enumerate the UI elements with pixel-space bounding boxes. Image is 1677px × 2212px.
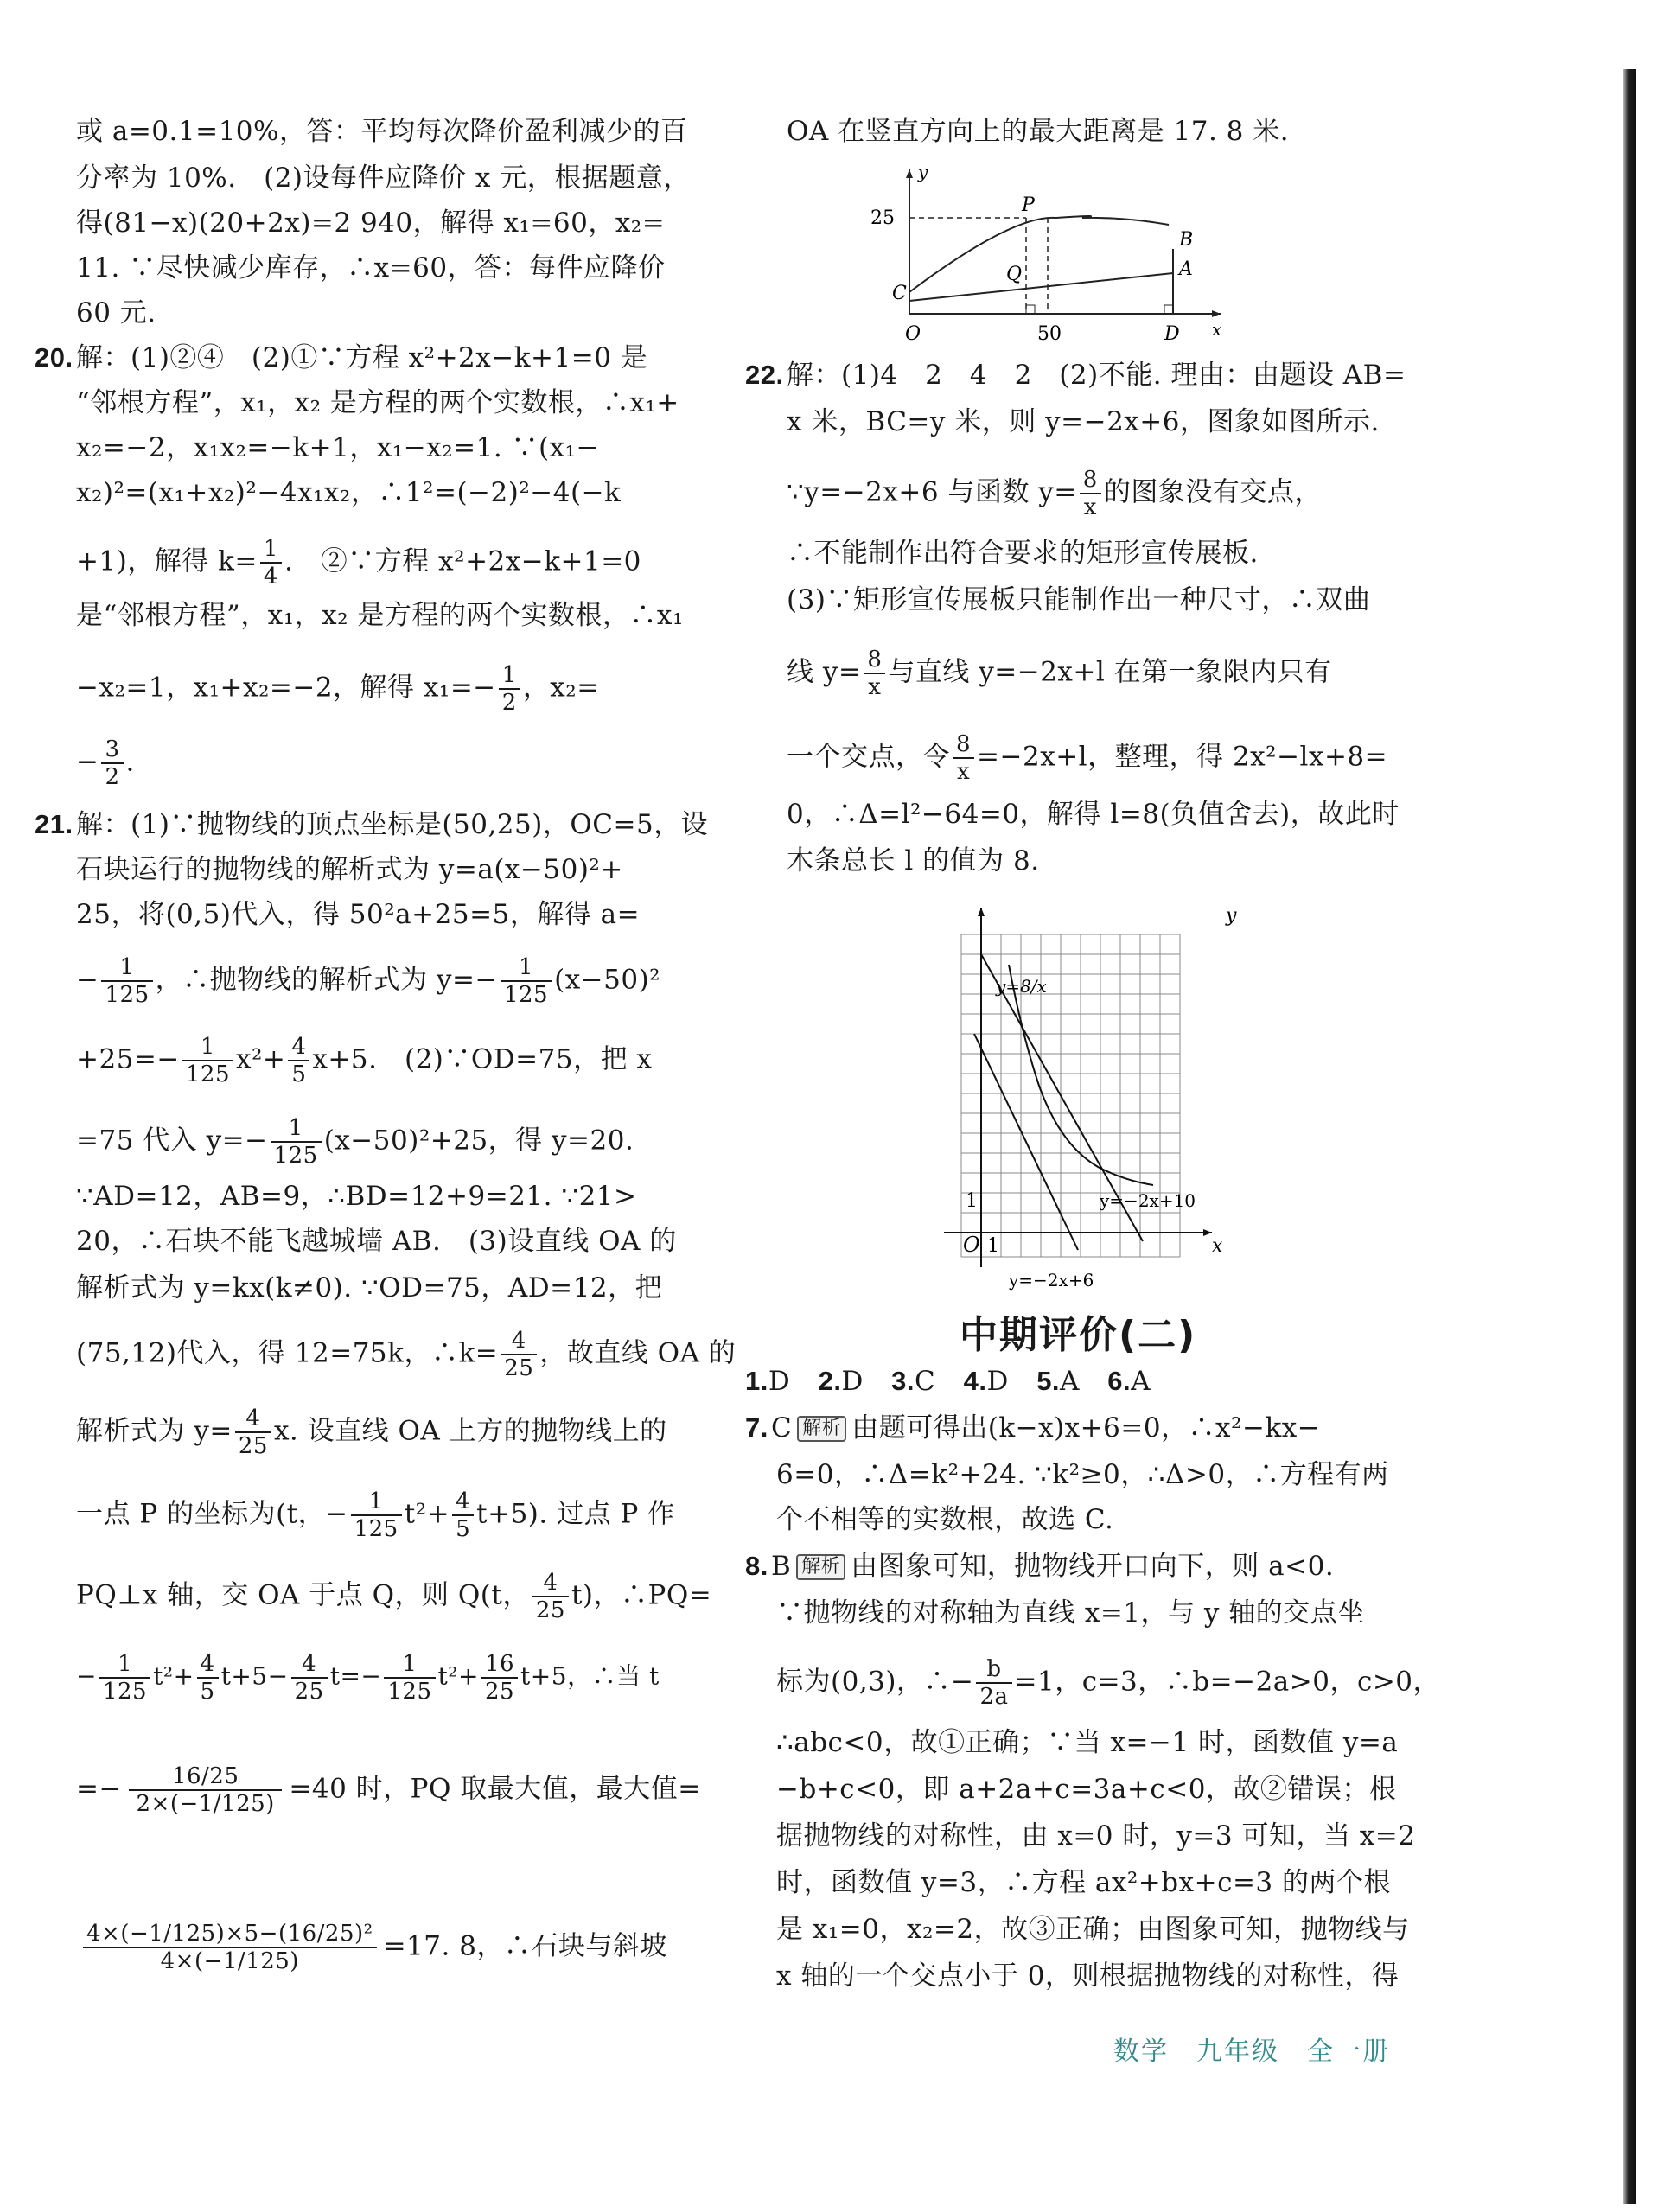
text-line: ∴不能制作出符合要求的矩形宣传展板. xyxy=(787,538,1259,569)
text-line: +25=− $\frac{1}{125}$ x²+ $\frac{4}{5}$ x+5. (2)∵OD=75，把 x xyxy=(76,1034,653,1087)
text-line: “邻根方程”，x₁，x₂ 是方程的两个实数根，∴x₁+ xyxy=(76,387,679,418)
text-line: ∵AD=12，AB=9，∴BD=12+9=21. ∵21> xyxy=(76,1181,637,1212)
text-line: x₂)²=(x₁+x₂)²−4x₁x₂，∴1²=(−2)²−4(−k xyxy=(76,477,622,508)
text-line: 木条总长 l 的值为 8. xyxy=(787,845,1040,877)
text-line: −b+c<0，即 a+2a+c=3a+c<0，故②错误；根 xyxy=(776,1774,1397,1805)
question-number: 22. xyxy=(745,360,784,390)
question-number: 21. xyxy=(35,809,73,839)
curve-label: y=−2x+6 xyxy=(1009,1270,1094,1291)
text-line: 分率为 10%. (2)设每件应降价 x 元，根据题意， xyxy=(76,163,691,194)
text-line: x₂=−2，x₁x₂=−k+1，x₁−x₂=1. ∵(x₁− xyxy=(76,432,600,463)
text-line: 解析式为 y= $\frac{4}{25}$ x. 设直线 OA 上方的抛物线上的 xyxy=(76,1406,667,1459)
axis-label: x xyxy=(1212,1235,1223,1257)
footer-subject: 数学 xyxy=(1113,2037,1169,2067)
text-line: =75 代入 y=− $\frac{1}{125}$ (x−50)²+25，得 y=20. xyxy=(76,1115,634,1169)
point-label: B xyxy=(1179,229,1194,251)
text-line: 或 a=0.1=10%，答：平均每次降价盈利减少的百 xyxy=(76,116,688,147)
x-axis-arrow xyxy=(1203,1229,1212,1236)
text-line: 一个交点，令 $\frac{8}{x}$ =−2x+l，整理，得 2x²−lx+8= xyxy=(787,731,1388,785)
text-line: x 米，BC=y 米，则 y=−2x+6，图象如图所示. xyxy=(787,406,1380,437)
footer-volume: 全一册 xyxy=(1307,2037,1390,2067)
right-angle-mark xyxy=(1164,305,1173,314)
axis-label: y xyxy=(918,163,928,182)
text-line: OA 在竖直方向上的最大距离是 17. 8 米. xyxy=(787,116,1290,147)
question-number: 20. xyxy=(35,342,73,373)
question-number: 8. xyxy=(745,1551,768,1581)
axis-label: x xyxy=(1212,319,1222,340)
text-line: 据抛物线的对称性，由 x=0 时，y=3 可知，当 x=2 xyxy=(776,1820,1416,1852)
text-line: 是 x₁=0，x₂=2，故③正确；由图象可知，抛物线与 xyxy=(776,1914,1410,1945)
text-line: 解：(1)4 2 4 2 (2)不能. 理由：由题设 AB= xyxy=(787,360,1406,391)
point-label: C xyxy=(892,283,907,304)
point-label: A xyxy=(1179,258,1193,280)
text-line: 6=0，∴Δ=k²+24. ∵k²≥0，∴Δ>0，∴方程有两 xyxy=(776,1459,1389,1490)
text-line: 解：(1)②④ (2)①∵方程 x²+2x−k+1=0 是 xyxy=(76,342,648,373)
analysis-tag: 解析 xyxy=(797,1416,846,1442)
line-oa xyxy=(909,273,1173,301)
text-line: 60 元. xyxy=(76,297,156,328)
curve-label: y=8/x xyxy=(996,976,1047,997)
point-label: Q xyxy=(1006,264,1023,285)
text-line: 个不相等的实数根，故选 C. xyxy=(776,1504,1114,1535)
text-line: C 解析 由题可得出(k−x)x+6=0，∴x²−kx− xyxy=(771,1412,1321,1444)
right-angle-mark xyxy=(1026,305,1035,314)
text-line: 一点 P 的坐标为(t，− $\frac{1}{125}$ t²+ $\frac{4}{5}$ t+5). 过点 P 作 xyxy=(76,1488,675,1542)
text-line: − $\frac{3}{2}$ . xyxy=(76,736,135,790)
parabola-figure xyxy=(866,163,1229,353)
mc-answers: 1.D 2.D 3.C 4.D 5.A 6.A xyxy=(745,1366,1151,1397)
question-number: 7. xyxy=(745,1412,768,1443)
text-line: B 解析 由图象可知，抛物线开口向下，则 a<0. xyxy=(771,1551,1335,1582)
analysis-tag: 解析 xyxy=(796,1554,845,1580)
text-line: 石块运行的抛物线的解析式为 y=a(x−50)²+ xyxy=(76,854,623,885)
hyperbola-figure xyxy=(927,896,1238,1293)
section-heading: 中期评价(二) xyxy=(960,1313,1197,1357)
point-label: O xyxy=(905,323,921,345)
text-line: 时，函数值 y=3，∴方程 ax²+bx+c=3 的两个根 xyxy=(776,1867,1391,1898)
text-line: $\frac{\text{4×(−1/125)×5−(16/25)²}}{4\times(-1/125)}$ =17. 8，∴石块与斜坡 xyxy=(76,1921,667,1974)
text-line: 25，将(0,5)代入，得 50²a+25=5，解得 a= xyxy=(76,899,641,930)
text-line: =− $\frac{16/25}{2\times(-1/125)}$ =40 时，PQ 取最大值，最大值= xyxy=(76,1763,701,1817)
page-edge-shadow xyxy=(1623,69,1636,2204)
parabola-curve xyxy=(909,216,1169,292)
text-line: ∵y=−2x+6 与函数 y= $\frac{8}{x}$ 的图象没有交点， xyxy=(787,467,1322,520)
text-line: − $\frac{1}{125}$ t²+ $\frac{4}{5}$ t+5− $\frac{4}{25}$ t=− $\frac{1}{125}$ t²+ $\frac{16}{25}$ t+5，∴当 t xyxy=(76,1651,660,1705)
text-line: ∴abc<0，故①正确；∵当 x=−1 时，函数值 y=a xyxy=(776,1727,1399,1758)
text-line: PQ⊥x 轴，交 OA 于点 Q，则 Q(t， $\frac{4}{25}$ t)，∴PQ= xyxy=(76,1570,712,1623)
page-footer xyxy=(1113,2030,1418,2068)
y-axis-arrow xyxy=(906,169,913,178)
text-line: x 轴的一个交点小于 0，则根据抛物线的对称性，得 xyxy=(776,1960,1400,1992)
text-line: 解析式为 y=kx(k≠0). ∵OD=75，AD=12，把 xyxy=(76,1272,663,1304)
text-line: +1)，解得 k= $\frac{1}{4}$ . ②∵方程 x²+2x−k+1=0 xyxy=(76,536,641,590)
tick-label: 1 xyxy=(966,1190,978,1212)
tick-label: 50 xyxy=(1037,323,1062,345)
text-line: 标为(0,3)，∴− $\frac{b}{2a}$ =1，c=3，∴b=−2a>0，c>0， xyxy=(776,1656,1441,1710)
text-line: 解：(1)∵抛物线的顶点坐标是(50,25)，OC=5，设 xyxy=(76,809,709,840)
origin-label: O xyxy=(963,1233,980,1257)
line-y-neg2x-6 xyxy=(974,1034,1078,1250)
footer-grade: 九年级 xyxy=(1196,2037,1279,2067)
tick-label: 25 xyxy=(870,207,895,229)
text-line: 20，∴石块不能飞越城墙 AB. (3)设直线 OA 的 xyxy=(76,1226,677,1257)
text-line: 0，∴Δ=l²−64=0，解得 l=8(负值舍去)，故此时 xyxy=(787,799,1400,830)
text-line: −x₂=1，x₁+x₂=−2，解得 x₁=− $\frac{1}{2}$ ，x₂= xyxy=(76,662,600,716)
point-label: D xyxy=(1164,323,1180,345)
x-axis-arrow xyxy=(1212,310,1221,317)
text-line: − $\frac{1}{125}$ ，∴抛物线的解析式为 y=− $\frac{1}{125}$ (x−50)² xyxy=(76,954,661,1008)
point-label: P xyxy=(1022,194,1035,216)
text-line: (75,12)代入，得 12=75k，∴k= $\frac{4}{25}$ ，故直线 OA 的 xyxy=(76,1328,736,1381)
text-line: (3)∵矩形宣传展板只能制作出一种尺寸，∴双曲 xyxy=(787,584,1371,615)
text-line: ∵抛物线的对称轴为直线 x=1，与 y 轴的交点坐 xyxy=(776,1597,1365,1629)
text-line: 11. ∵尽快减少库存，∴x=60，答：每件应降价 xyxy=(76,252,666,284)
curve-label: y=−2x+10 xyxy=(1100,1190,1196,1211)
y-axis-arrow xyxy=(978,908,985,916)
axis-label: y xyxy=(1226,905,1237,927)
text-line: 线 y= $\frac{8}{x}$ 与直线 y=−2x+l 在第一象限内只有 xyxy=(787,647,1332,700)
text-line: 得(81−x)(20+2x)=2 940，解得 x₁=60，x₂= xyxy=(76,207,666,239)
text-line: 是“邻根方程”，x₁，x₂ 是方程的两个实数根，∴x₁ xyxy=(76,600,684,631)
tick-label: 1 xyxy=(987,1235,999,1257)
